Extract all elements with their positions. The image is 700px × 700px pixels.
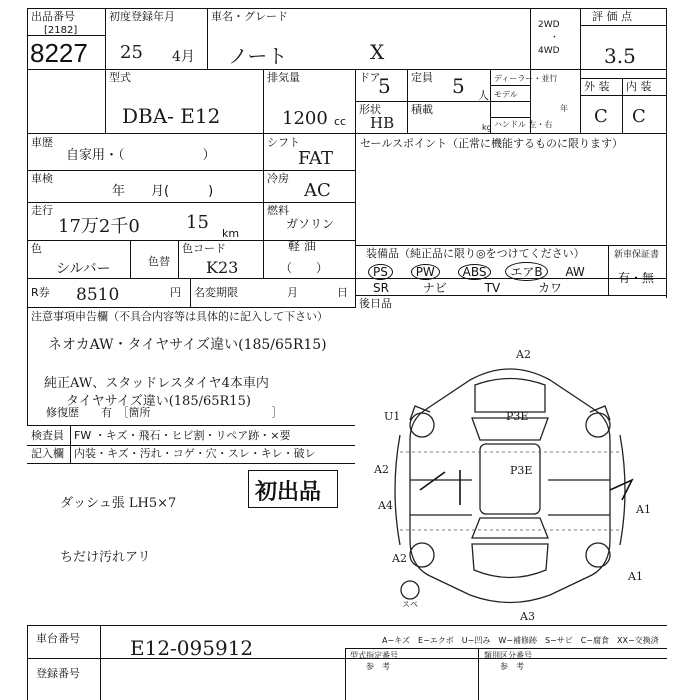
lot-label: 出品番号 [31, 10, 75, 23]
fuel-label: 燃料 [267, 204, 289, 217]
dealer-label: ディーラー・並行 [494, 74, 558, 83]
name-change-label: 名変期限 [194, 286, 238, 299]
cooler-value: AC [304, 180, 331, 201]
model-value: DBA- E12 [122, 104, 221, 128]
score-value: 3.5 [604, 44, 636, 68]
warranty-value: 有・無 [618, 271, 655, 285]
shape-value: HB [370, 114, 395, 132]
color-code-label: 色コード [182, 242, 226, 255]
model-year-suffix: 年 [560, 104, 568, 113]
mark-p3e-2: P3E [510, 464, 533, 477]
displacement-unit: cc [334, 115, 347, 128]
mark-a1-right: A1 [636, 503, 651, 516]
fuel-diesel: 軽 油 [288, 239, 316, 253]
color-label: 色 [31, 242, 42, 255]
fuel-other: （ ） [280, 261, 329, 275]
shift-value: FAT [298, 148, 333, 169]
history-value: 自家用・（ ） [66, 148, 216, 163]
capacity-value: 5 [452, 74, 465, 98]
mark-u1: U1 [384, 410, 401, 423]
load-label: 積載 [411, 103, 433, 116]
chassis-number: E12-095912 [130, 636, 254, 660]
notes-label: 注意事項申告欄（不具合内容等は具体的に記入して下さい） [31, 310, 328, 323]
equip-sr: SR [373, 281, 389, 295]
mark-a2-top: A2 [516, 348, 531, 361]
door-value: 5 [378, 74, 391, 98]
fuel-gasoline: ガソリン [286, 217, 335, 231]
model-year-label: モデル [494, 90, 518, 99]
score-label: 評 価 点 [592, 10, 632, 23]
color-change-label: 色替 [148, 255, 170, 268]
inspection-label: 車検 [31, 172, 53, 185]
door-label: ドア [359, 71, 381, 84]
lot-bracket: [2182] [44, 25, 78, 36]
selling-points-label: セールスポイント（正常に機能するものに限ります） [360, 137, 624, 150]
notes-line3: タイヤサイズ違い(185/65R15) [66, 394, 251, 409]
lot-number: 8227 [30, 38, 88, 68]
equip-abs: ABS [458, 264, 492, 280]
checker-row2: 内装・キズ・汚れ・コゲ・穴・スレ・キレ・破レ [74, 447, 316, 460]
mark-a4: A4 [378, 499, 393, 512]
checker-row1: FW ・キズ・飛石・ヒビ割・リペア跡・×要 [74, 429, 291, 442]
mileage-value: 17万2千0 [58, 216, 140, 237]
color-value: シルバー [56, 261, 111, 277]
mark-a1-bottom: A1 [628, 570, 643, 583]
shape-label: 形状 [359, 103, 381, 116]
recycle-yen: 円 [170, 286, 181, 299]
car-label: 車名・グレード [211, 10, 288, 23]
person-unit: 人 [478, 89, 489, 102]
equip-pw: PW [411, 264, 440, 280]
mark-a3: A3 [520, 610, 535, 623]
checker-label2: 記入欄 [31, 447, 64, 460]
aftermarket-label: 後日品 [359, 297, 392, 310]
chassis-label: 車台番号 [36, 632, 80, 645]
class-ref: 参 考 [500, 662, 524, 671]
recycle-label: R券 [31, 286, 50, 299]
warranty-label: 新車保証書 [614, 250, 660, 260]
remark-dash: ダッシュ張 LH5×7 [60, 496, 177, 511]
repair-history: 修復歴 有 ［箇所 ］ [46, 406, 283, 419]
notes-line1: ネオカAW・タイヤサイズ違い(185/65R15) [48, 337, 327, 353]
equipment-label: 装備品（純正品に限り◎をつけてください） [366, 247, 585, 260]
mileage-unit: km [222, 227, 240, 240]
damage-legend: A−キズ E−エクボ U−凹み W−補修跡 S−サビ C−腐食 XX−交換済 [382, 636, 659, 645]
remark-odor: ちだけ汚れアリ [60, 550, 151, 565]
ext-label: 外 装 [584, 80, 610, 93]
first-listing-stamp [248, 470, 338, 508]
mark-p3e-1: P3E [506, 410, 529, 423]
history-label: 車歴 [31, 136, 53, 149]
checker-label1: 検査員 [31, 429, 64, 442]
limit-day: 日 [337, 286, 348, 299]
type-spec-label: 型式指定番号 [350, 651, 398, 660]
displacement-value: 1200 [282, 108, 328, 129]
model-label: 型式 [109, 71, 131, 84]
equip-navi: ナビ [422, 281, 447, 295]
mileage-label: 走行 [31, 204, 53, 217]
reg-number-label: 登録番号 [36, 667, 80, 680]
capacity-label: 定員 [411, 71, 433, 84]
int-grade: C [632, 106, 646, 127]
color-code-value: K23 [206, 258, 239, 277]
displacement-label: 排気量 [267, 71, 300, 84]
notes-line2: 純正AW、スタッドレスタイヤ4本車内 [44, 376, 269, 391]
mark-a2-bottom: A2 [392, 552, 407, 565]
reg-year: 25 [120, 42, 143, 63]
handle-label: ハンドル 左・右 [494, 120, 553, 129]
equip-airbag: エアB [505, 262, 547, 281]
equip-ps: PS [368, 264, 393, 280]
inspection-value: 年 月( ) [112, 184, 214, 199]
load-unit: kg [482, 123, 492, 132]
reg-label: 初度登録年月 [109, 10, 175, 23]
equipment-row2 [373, 279, 562, 296]
class-label: 類別区分番号 [484, 651, 532, 660]
first-listing-text: 初出品 [255, 480, 322, 505]
recycle-value: 8510 [76, 285, 120, 305]
equip-tv: TV [484, 281, 501, 295]
equip-aw: AW [565, 265, 585, 279]
car-damage-diagram [360, 340, 680, 630]
spare-label: スペ [402, 600, 418, 609]
limit-month: 月 [287, 286, 298, 299]
drive-dot: ・ [550, 33, 560, 43]
drive-4wd: 4WD [538, 46, 560, 56]
int-label: 内 装 [626, 80, 652, 93]
mileage-value2: 15 [186, 212, 209, 233]
equip-leather: カワ [538, 281, 563, 295]
cooler-label: 冷房 [267, 172, 289, 185]
car-name: ノート [228, 44, 288, 68]
reg-month: 4月 [172, 49, 195, 65]
mark-a2-left: A2 [374, 463, 389, 476]
type-spec-ref: 参 考 [366, 662, 390, 671]
shift-label: シフト [267, 136, 300, 149]
ext-grade: C [594, 106, 608, 127]
drive-2wd: 2WD [538, 20, 560, 30]
car-grade: X [370, 40, 385, 64]
